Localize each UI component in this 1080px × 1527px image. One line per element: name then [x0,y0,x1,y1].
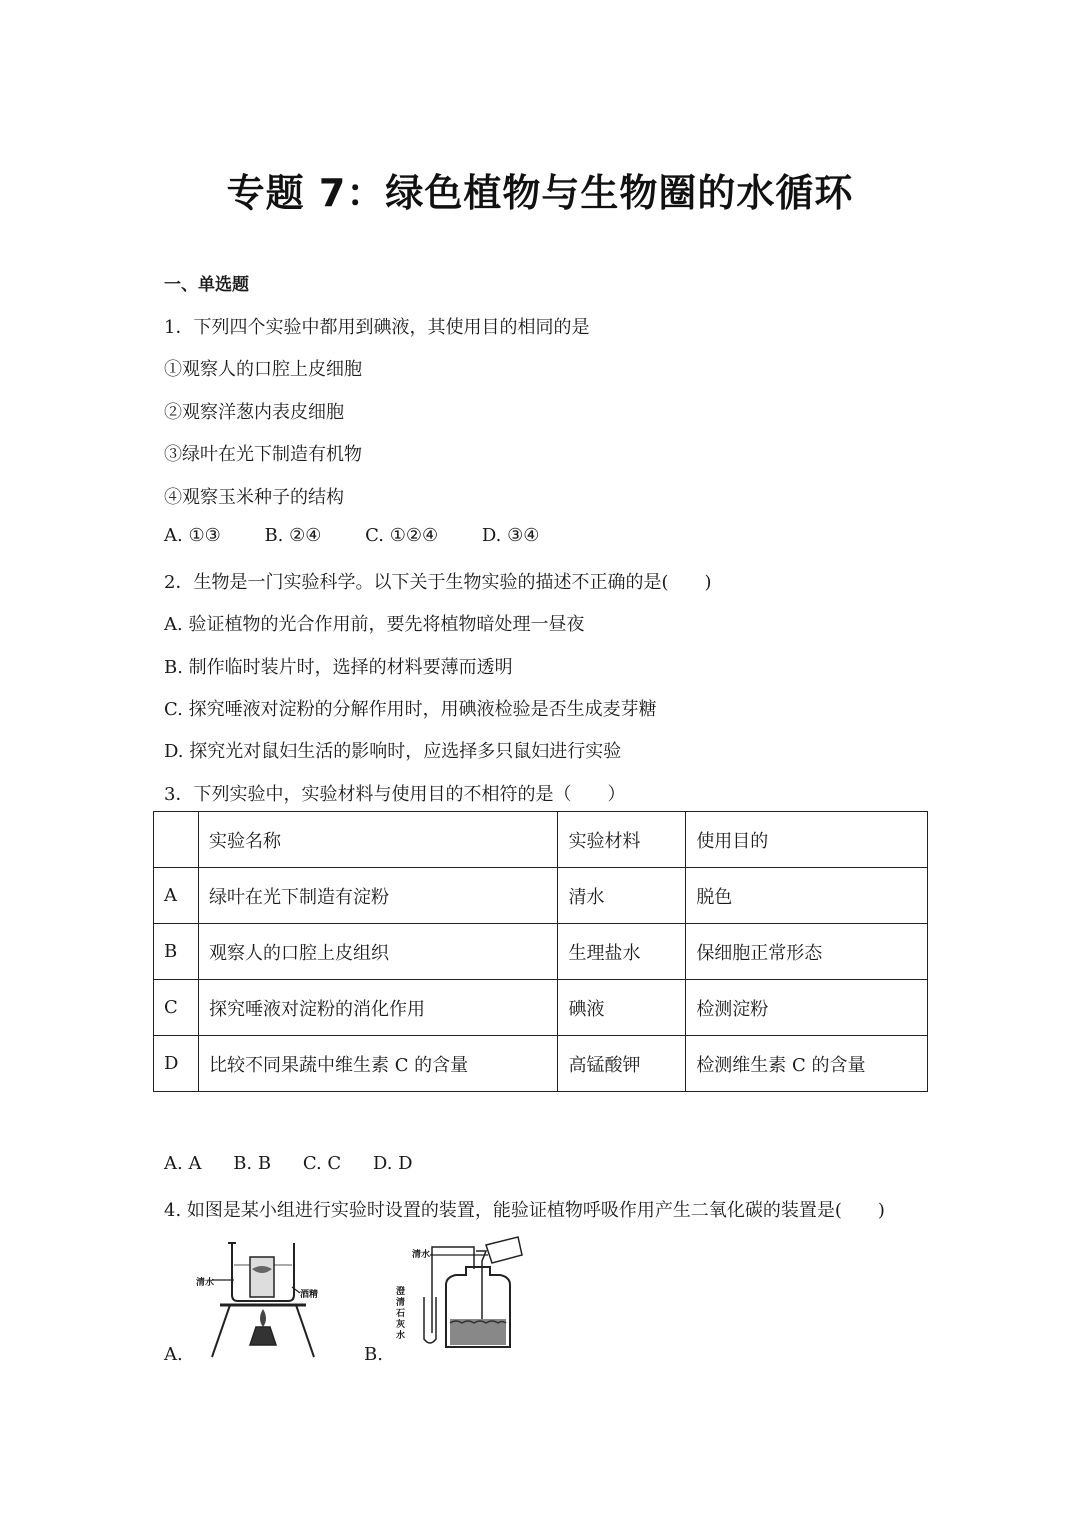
figure-b-drawing [390,1235,530,1360]
table-header-cell: 实验材料 [558,812,686,868]
table-cell: 脱色 [686,868,928,924]
q2-stem: 2．生物是一门实验科学。以下关于生物实验的描述不正确的是( ) [164,572,712,593]
q1-option-c[interactable]: C. ①②④ [365,525,439,546]
figure-a [190,1235,340,1360]
limewater-char: 石 [396,1309,406,1319]
table-header-cell: 使用目的 [686,812,928,868]
table-cell: 检测维生素 C 的含量 [686,1036,928,1092]
q1-option-d[interactable]: D. ③④ [481,525,540,546]
q2-option-d[interactable]: D. 探究光对鼠妇生活的影响时，应选择多只鼠妇进行实验 [164,741,622,762]
q2-option-a[interactable]: A. 验证植物的光合作用前，要先将植物暗处理一昼夜 [164,614,585,635]
q3-option-b[interactable]: B. B [233,1153,272,1174]
q2-option-b[interactable]: B. 制作临时装片时，选择的材料要薄而透明 [164,657,513,678]
table-cell: 检测淀粉 [686,980,928,1036]
q1-stem: 1．下列四个实验中都用到碘液，其使用目的相同的是 [164,317,590,338]
limewater-char: 清 [396,1298,406,1308]
q3-stem: 3．下列实验中，实验材料与使用目的不相符的是（ ） [164,784,626,805]
table-cell: 高锰酸钾 [558,1036,686,1092]
table-cell: 生理盐水 [558,924,686,980]
table-header-cell: 实验名称 [198,812,558,868]
table-cell: C [154,980,199,1036]
q1-item: ②观察洋葱内表皮细胞 [164,402,344,423]
table-cell: D [154,1036,199,1092]
table-cell: 保细胞正常形态 [686,924,928,980]
limewater-char: 澄 [396,1287,406,1297]
figure-a-water-label: 清水 [196,1278,215,1288]
q3-option-d[interactable]: D. D [372,1153,413,1174]
figure-a-label: A. [164,1344,183,1365]
q3-table [153,811,928,1092]
section-heading: 一、单选题 [164,275,249,295]
table-header-cell [154,812,199,868]
q1-option-b[interactable]: B. ②④ [264,525,322,546]
q1-options [164,525,577,546]
q3-options [164,1153,439,1174]
table-row [154,924,928,980]
q4-stem: 4. 如图是某小组进行实验时设置的装置，能验证植物呼吸作用产生二氧化碳的装置是( ) [164,1200,885,1221]
table-cell: 探究唾液对淀粉的消化作用 [198,980,558,1036]
table-header-row [154,812,928,868]
figure-b [390,1235,530,1360]
q1-item: ①观察人的口腔上皮细胞 [164,359,362,380]
figure-b-label: B. [364,1344,383,1365]
q1-item: ③绿叶在光下制造有机物 [164,444,362,465]
table-row [154,868,928,924]
table-row [154,1036,928,1092]
q3-option-c[interactable]: C. C [302,1153,342,1174]
figure-b-water-label: 清水 [412,1250,431,1260]
table-cell: B [154,924,199,980]
table-cell: 清水 [558,868,686,924]
q1-option-a[interactable]: A. ①③ [164,525,221,546]
table-cell: A [154,868,199,924]
table-cell: 碘液 [558,980,686,1036]
table-cell: 观察人的口腔上皮组织 [198,924,558,980]
q1-item: ④观察玉米种子的结构 [164,487,344,508]
q2-option-c[interactable]: C. 探究唾液对淀粉的分解作用时，用碘液检验是否生成麦芽糖 [164,699,657,720]
limewater-char: 灰 [396,1320,406,1330]
figure-b-limewater-label [396,1287,406,1342]
limewater-char: 水 [396,1331,406,1341]
q3-option-a[interactable]: A. A [164,1153,202,1174]
figure-a-alcohol-label: 酒精 [300,1290,319,1300]
table-cell: 比较不同果蔬中维生素 C 的含量 [198,1036,558,1092]
table-row [154,980,928,1036]
page-title: 专题 7：绿色植物与生物圈的水循环 [226,171,854,215]
table-cell: 绿叶在光下制造有淀粉 [198,868,558,924]
